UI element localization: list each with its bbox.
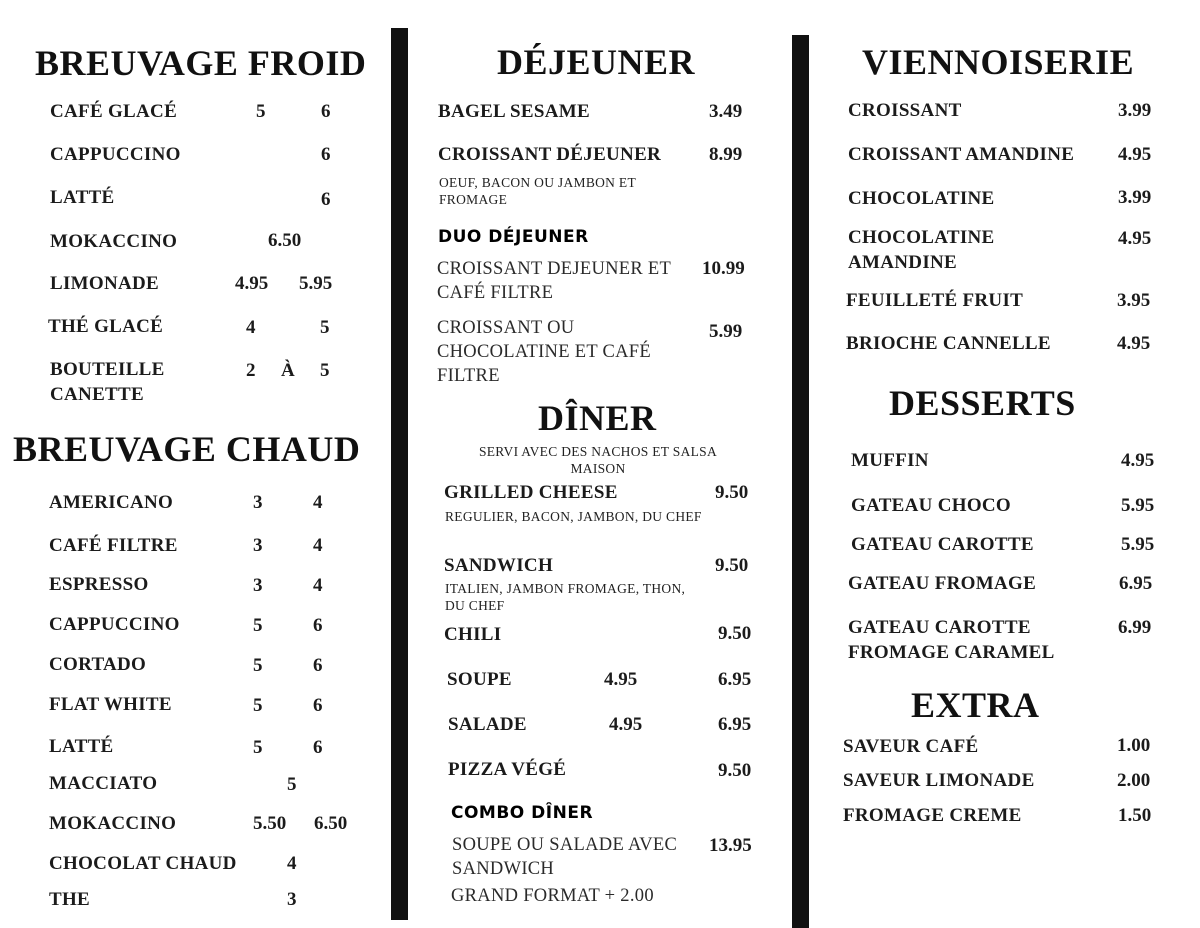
combo-upgrade-note: GRAND FORMAT + 2.00 (451, 886, 654, 906)
menu-item-price-small: 3 (253, 575, 263, 596)
combo-title: COMBO DÎNER (451, 803, 594, 823)
menu-item-name: ESPRESSO (49, 574, 149, 595)
section-title: BREUVAGE CHAUD (13, 429, 361, 469)
menu-item-description: ITALIEN, JAMBON FROMAGE, THON, DU CHEF (445, 581, 686, 613)
menu-item-price: 9.50 (718, 760, 752, 781)
menu-item-price: 9.50 (715, 482, 749, 503)
menu-item-name: FEUILLETÉ FRUIT (846, 290, 1024, 311)
menu-item-name: PIZZA VÉGÉ (448, 759, 567, 780)
menu-item-price: 3.95 (1117, 290, 1151, 311)
menu-item-price: 4.95 (1118, 144, 1152, 165)
menu-item-name: CAFÉ FILTRE (49, 535, 178, 556)
menu-item-name: BRIOCHE CANNELLE (846, 333, 1051, 354)
section-title: DESSERTS (889, 383, 1076, 423)
menu-item-price-small: 5 (253, 615, 263, 636)
menu-item-name-line1: CHOCOLATINE (848, 227, 995, 248)
menu-item-name: GATEAU CHOCO (851, 495, 1012, 516)
section-title: VIENNOISERIE (862, 42, 1135, 82)
combo-item-text: SOUPE OU SALADE AVEC SANDWICH (452, 835, 678, 879)
menu-item-price: 8.99 (709, 144, 743, 165)
menu-item-name: BAGEL SESAME (438, 101, 590, 122)
menu-item-price: 9.50 (715, 555, 749, 576)
menu-item-price-small: 5.50 (253, 813, 287, 834)
menu-item-price-large: 6 (321, 101, 331, 122)
section-subtitle: SERVI AVEC DES NACHOS ET SALSA MAISON (478, 444, 718, 476)
menu-item-name: CHILI (444, 624, 502, 645)
section-title: BREUVAGE FROID (35, 43, 367, 83)
menu-item-price-small: 3 (253, 535, 263, 556)
combo-item-price: 5.99 (709, 321, 743, 342)
menu-item-price-small: 5 (256, 101, 266, 122)
menu-item-price-large: 5 (320, 317, 330, 338)
menu-item-price-small: 3 (287, 889, 297, 910)
menu-item-price-large: 6 (313, 615, 323, 636)
menu-item-price: 1.50 (1118, 805, 1152, 826)
menu-item-name: CHOCOLAT CHAUD (49, 853, 237, 874)
combo-item-price: 13.95 (709, 835, 752, 856)
menu-item-name: CROISSANT AMANDINE (848, 144, 1075, 165)
menu-item-price: 6.99 (1118, 617, 1152, 638)
menu-item-price-large: 6 (313, 695, 323, 716)
menu-item-name: CAPPUCCINO (50, 144, 181, 165)
menu-item-price: 5.95 (1121, 495, 1155, 516)
menu-item-description: OEUF, BACON OU JAMBON ET FROMAGE (439, 175, 636, 207)
menu-item-name: CAPPUCCINO (49, 614, 180, 635)
menu-item-price: 3.99 (1118, 187, 1152, 208)
menu-item-price-small: 3 (253, 492, 263, 513)
menu-item-price: 2.00 (1117, 770, 1151, 791)
combo-item-text: CROISSANT DEJEUNER ET CAFÉ FILTRE (437, 259, 671, 303)
menu-item-name: THE (49, 889, 91, 910)
menu-item-name: CAFÉ GLACÉ (50, 101, 178, 122)
menu-item-name: SOUPE (447, 669, 512, 690)
menu-item-price-small: 4 (246, 317, 256, 338)
combo-item-text: CROISSANT OU CHOCOLATINE ET CAFÉ FILTRE (437, 318, 651, 386)
menu-item-name: CROISSANT (848, 100, 962, 121)
menu-item-description: REGULIER, BACON, JAMBON, DU CHEF (445, 509, 702, 524)
menu-item-name: GATEAU FROMAGE (848, 573, 1037, 594)
menu-item-name: CORTADO (49, 654, 147, 675)
combo-title: DUO DÉJEUNER (438, 227, 589, 247)
menu-item-name: LATTÉ (50, 187, 115, 208)
menu-item-price: 6.95 (1119, 573, 1153, 594)
section-title: EXTRA (911, 685, 1040, 725)
menu-item-price-large: 4 (313, 535, 323, 556)
menu-item-price: 3.49 (709, 101, 743, 122)
menu-item-price-large: 6.50 (314, 813, 348, 834)
menu-item-range-separator: À (281, 360, 295, 381)
menu-item-price-large: 4 (313, 575, 323, 596)
menu-item-price-small: 5 (253, 737, 263, 758)
menu-item-name-line2: FROMAGE CARAMEL (848, 642, 1055, 663)
menu-item-price-large: 5.95 (299, 273, 333, 294)
menu-item-name: LATTÉ (49, 736, 114, 757)
menu-item-price-small: 4.95 (235, 273, 269, 294)
menu-item-price: 4.95 (1117, 333, 1151, 354)
combo-item-price: 10.99 (702, 258, 745, 279)
menu-item-name: AMERICANO (49, 492, 174, 513)
menu-item-name: MUFFIN (851, 450, 929, 471)
menu-item-price-small: 5 (253, 695, 263, 716)
menu-item-price: 5.95 (1121, 534, 1155, 555)
menu-item-name: CHOCOLATINE (848, 188, 995, 209)
menu-item-price: 6.95 (718, 714, 752, 735)
menu-item-price-small: 4 (287, 853, 297, 874)
menu-item-name: LIMONADE (50, 273, 160, 294)
menu-item-price: 4.95 (1121, 450, 1155, 471)
menu-item-price: 4.95 (1118, 228, 1152, 249)
menu-item-name-line2: CANETTE (50, 384, 144, 405)
menu-item-price: 9.50 (718, 623, 752, 644)
menu-item-price: 1.00 (1117, 735, 1151, 756)
menu-item-name: MOKACCINO (49, 813, 177, 834)
menu-item-price-small: 5 (287, 774, 297, 795)
menu-item-price-small: 2 (246, 360, 256, 381)
menu-item-name: GRILLED CHEESE (444, 482, 618, 503)
column-divider-right (792, 35, 809, 928)
menu-item-price-small: 5 (253, 655, 263, 676)
menu-item-name: CROISSANT DÉJEUNER (438, 144, 662, 165)
menu-item-price-large: 6 (313, 655, 323, 676)
menu-item-name-line1: GATEAU CAROTTE (848, 617, 1031, 638)
menu-item-price-small: 4.95 (604, 669, 638, 690)
menu-item-price: 3.99 (1118, 100, 1152, 121)
menu-item-name: FLAT WHITE (49, 694, 172, 715)
menu-item-name: SALADE (448, 714, 527, 735)
menu-item-price-large: 6 (321, 144, 331, 165)
section-title: DÎNER (538, 398, 657, 438)
menu-item-price-large: 6 (321, 189, 331, 210)
menu-item-name: MACCIATO (49, 773, 158, 794)
menu-item-name: GATEAU CAROTTE (851, 534, 1034, 555)
menu-item-name: SANDWICH (444, 555, 554, 576)
menu-item-name: FROMAGE CREME (843, 805, 1022, 826)
menu-item-name-line1: BOUTEILLE (50, 359, 165, 380)
menu-item-price-small: 4.95 (609, 714, 643, 735)
menu-item-price-large: 6 (313, 737, 323, 758)
menu-item-name: THÉ GLACÉ (48, 316, 164, 337)
menu-item-name-line2: AMANDINE (848, 252, 958, 273)
menu-item-price-large: 5 (320, 360, 330, 381)
menu-item-price-large: 4 (313, 492, 323, 513)
menu-item-name: SAVEUR CAFÉ (843, 736, 979, 757)
menu-item-name: SAVEUR LIMONADE (843, 770, 1035, 791)
menu-item-name: MOKACCINO (50, 231, 178, 252)
menu-item-price-small: 6.50 (268, 230, 302, 251)
section-title: DÉJEUNER (497, 42, 696, 82)
column-divider-left (391, 28, 408, 920)
menu-item-price: 6.95 (718, 669, 752, 690)
